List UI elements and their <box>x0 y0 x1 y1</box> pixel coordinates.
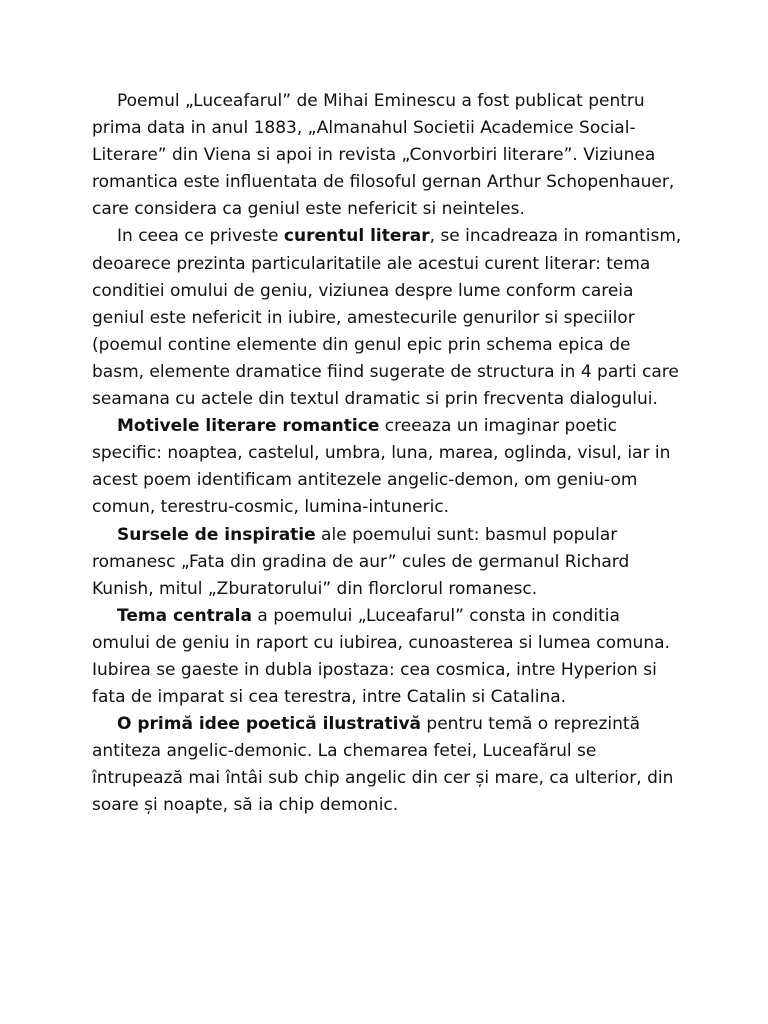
paragraph-text: Poemul „Luceafarul” de Mihai Eminescu a fost publicat pentru prima data in anul 1883, „Almanahul Societii Academice Social-Literare” din Viena si apoi in revista „Convorbiri literare”. Viziunea romantica este influentata de filosoful gernan Arthur Schopenhauer, care considera ca geniul este nefericit si neinteles. <box>92 91 675 220</box>
term-inspiration-sources: Sursele de inspiratie <box>117 524 316 545</box>
paragraph-lead: In ceea ce priveste <box>117 226 284 247</box>
term-first-idea: O primă idee poetică ilustrativă <box>117 714 421 735</box>
paragraph-text: ale poemului sunt: basmul popular romanesc „Fata din gradina de aur” cules de germanul Richard Kunish, mitul „Zburatorului” din florclorul romanesc. <box>92 524 630 599</box>
term-central-theme: Tema centrala <box>117 605 252 626</box>
paragraph-central-theme <box>92 603 682 711</box>
paragraph-text: creeaza un imaginar poetic specific: noaptea, castelul, umbra, luna, marea, oglinda, visul, iar in acest poem identificam antitezele angelic-demon, om geniu-om comun, terestru-cosmic, lumina-intuneric. <box>92 416 671 518</box>
paragraph-inspiration-sources <box>92 522 682 603</box>
paragraph-text: pentru temă o reprezintă antiteza angelic-demonic. La chemarea fetei, Luceafărul se întrupează mai întâi sub chip angelic din cer și mare, ca ulterior, din soare și noapte, să ia chip demonic. <box>92 714 674 816</box>
document-page <box>92 88 682 820</box>
term-literary-current: curentul literar <box>283 226 430 247</box>
paragraph-romantic-motifs <box>92 413 682 521</box>
paragraph-text: , se incadreaza in romantism, deoarece prezinta particularitatile ale acestui curent literar: tema conditiei omului de geniu, viziunea despre lume conform careia geniul este nefericit in iubire, amestecurile genurilor si speciilor (poemul contine elemente din genul epic prin schema epica de basm, elemente dramatice fiind sugerate de structura in 4 parti care seamana cu actele din textul dramatic si prin frecventa dialogului. <box>92 226 682 410</box>
paragraph-text: a poemului „Luceafarul” consta in conditia omului de geniu in raport cu iubirea, cunoasterea si lumea comuna. Iubirea se gaeste in dubla ipostaza: cea cosmica, intre Hyperion si fata de imparat si cea terestra, intre Catalin si Catalina. <box>92 605 670 708</box>
paragraph-literary-current <box>92 223 682 413</box>
paragraph-publication <box>92 88 682 223</box>
paragraph-first-idea <box>92 711 682 819</box>
term-romantic-motifs: Motivele literare romantice <box>117 416 380 437</box>
